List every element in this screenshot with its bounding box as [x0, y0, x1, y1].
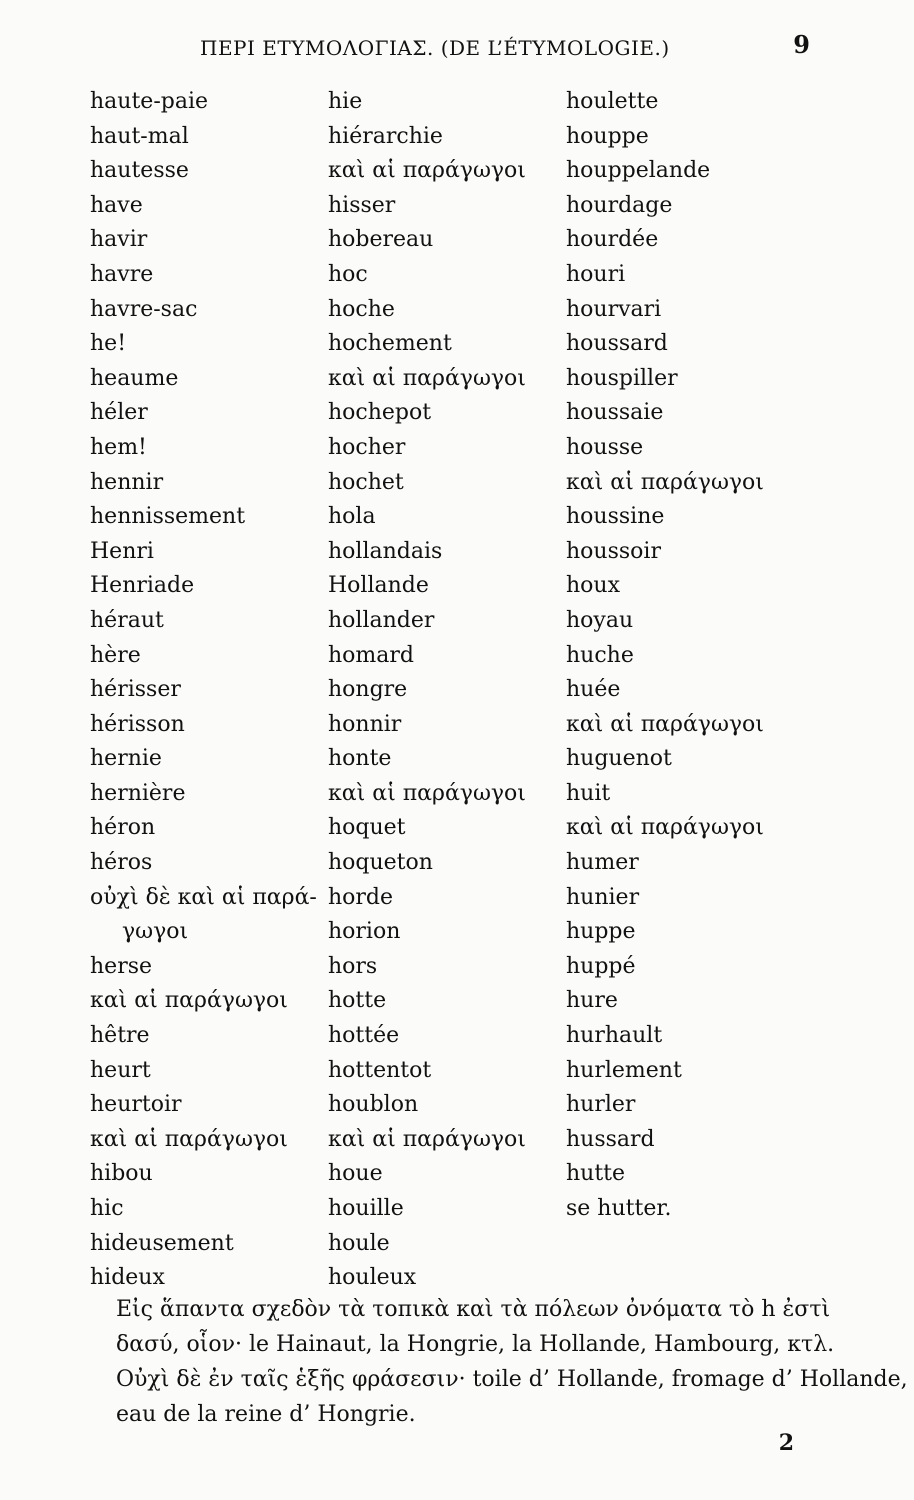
word-entry: houppelande	[566, 158, 711, 184]
word-entry: hennir	[90, 469, 164, 495]
word-entry: héler	[90, 400, 148, 426]
word-entry: houille	[328, 1196, 404, 1221]
word-entry: καὶ αἱ παράγωγοι	[328, 365, 526, 391]
word-entry: houspiller	[566, 365, 678, 391]
word-entry: hollander	[328, 607, 435, 633]
word-entry: hurler	[566, 1092, 636, 1118]
word-columns	[0, 85, 914, 1295]
footnote-line-4: eau de la reine d’ Hongrie.	[116, 1402, 416, 1427]
word-entry: hochet	[328, 469, 404, 495]
word-entry: huguenot	[566, 746, 672, 772]
word-column-2	[328, 85, 526, 1296]
word-entry: hoquet	[328, 815, 406, 841]
word-column-1	[90, 85, 317, 1296]
word-entry: houle	[328, 1230, 390, 1256]
word-entry: hoche	[328, 296, 395, 322]
word-entry: hennissement	[90, 504, 246, 530]
word-entry: herse	[90, 953, 153, 979]
word-entry: héron	[90, 815, 156, 841]
word-entry: havre	[90, 261, 154, 287]
word-entry: houleux	[328, 1265, 417, 1291]
word-entry: hourdée	[566, 227, 659, 253]
word-entry: hollandais	[328, 538, 443, 564]
word-entry: héraut	[90, 607, 164, 633]
word-entry: hêtre	[90, 1023, 150, 1049]
footnote-line-1: Εἰς ἅπαντα σχεδὸν τὰ τοπικὰ καὶ τὰ πόλεων ὀνόματα τὸ h ἐστὶ	[116, 1297, 831, 1322]
page-number: 9	[793, 30, 810, 59]
word-entry: hottentot	[328, 1057, 432, 1083]
word-entry: hisser	[328, 192, 396, 218]
word-entry: hic	[90, 1196, 124, 1221]
word-entry: hem!	[90, 434, 147, 460]
word-entry: héros	[90, 850, 153, 876]
word-entry: Henri	[90, 538, 154, 564]
footnote	[116, 1292, 908, 1432]
word-entry: hotte	[328, 988, 387, 1014]
word-entry: hongre	[328, 677, 408, 703]
signature-mark: 2	[778, 1430, 794, 1456]
word-entry: houe	[328, 1161, 383, 1187]
word-entry: houri	[566, 261, 626, 287]
word-entry: hutte	[566, 1161, 626, 1187]
word-entry: hoyau	[566, 607, 634, 633]
word-entry: hie	[328, 89, 363, 114]
word-entry: se hutter.	[566, 1196, 672, 1221]
word-entry: have	[90, 192, 143, 218]
word-entry: καὶ αἱ παράγωγοι	[566, 815, 764, 841]
word-entry: haut-mal	[90, 123, 189, 149]
word-entry: houblon	[328, 1092, 419, 1118]
word-entry: honnir	[328, 711, 402, 737]
word-entry: hideux	[90, 1265, 165, 1291]
word-entry: houssoir	[566, 538, 661, 564]
word-entry: houppe	[566, 123, 649, 149]
word-entry: hérisser	[90, 677, 181, 703]
word-entry: Hollande	[328, 573, 429, 599]
word-entry: honte	[328, 746, 392, 772]
word-entry: hobereau	[328, 227, 434, 253]
word-entry: havir	[90, 227, 148, 253]
word-entry: καὶ αἱ παράγωγοι	[90, 988, 288, 1014]
word-entry: heurt	[90, 1057, 151, 1083]
word-entry: housse	[566, 434, 644, 460]
footnote-line-2: δασύ, οἷον· le Hainaut, la Hongrie, la Hollande, Hambourg, κτλ.	[116, 1332, 835, 1357]
word-entry: οὐχὶ δὲ καὶ αἱ παρά-	[90, 884, 317, 910]
word-entry: houx	[566, 573, 620, 599]
word-entry: καὶ αἱ παράγωγοι	[328, 780, 526, 806]
word-entry: hure	[566, 988, 618, 1014]
word-entry: καὶ αἱ παράγωγοι	[90, 1126, 288, 1152]
word-entry: hourdage	[566, 192, 673, 218]
word-entry: καὶ αἱ παράγωγοι	[566, 469, 764, 495]
word-entry: γωγοι	[122, 919, 189, 945]
word-entry: καὶ αἱ παράγωγοι	[328, 1126, 526, 1152]
word-entry: huppe	[566, 919, 636, 945]
word-entry: hideusement	[90, 1230, 234, 1256]
word-entry: hautesse	[90, 158, 189, 184]
word-entry: hoqueton	[328, 850, 433, 876]
word-entry: houssaie	[566, 400, 664, 426]
word-entry: hochepot	[328, 400, 432, 426]
word-entry: hochement	[328, 331, 452, 357]
word-entry: houlette	[566, 89, 659, 114]
word-entry: hurhault	[566, 1023, 663, 1049]
word-entry: hérisson	[90, 711, 185, 737]
word-entry: hunier	[566, 884, 640, 910]
word-entry: humer	[566, 850, 639, 876]
running-head: ΠΕΡΙ ΕΤΥΜΟΛΟΓΙΑΣ. (DE L’ÉTYMOLOGIE.)	[200, 36, 670, 60]
word-entry: houssine	[566, 504, 665, 530]
word-entry: huée	[566, 677, 621, 703]
word-column-3	[566, 85, 764, 1227]
word-entry: he!	[90, 331, 127, 357]
word-entry: heaume	[90, 365, 179, 391]
word-entry: huppé	[566, 953, 636, 979]
word-entry: hocher	[328, 434, 406, 460]
word-entry: huit	[566, 780, 611, 806]
word-entry: hère	[90, 642, 141, 668]
word-entry: καὶ αἱ παράγωγοι	[328, 158, 526, 184]
word-entry: havre-sac	[90, 296, 198, 322]
word-entry: hoc	[328, 261, 368, 287]
word-entry: horde	[328, 884, 394, 910]
word-entry: homard	[328, 642, 414, 668]
word-entry: hernie	[90, 746, 162, 772]
footnote-line-3: Οὐχὶ δὲ ἐν ταῖς ἑξῆς φράσεσιν· toile d’ Hollande, fromage d’ Hollande,	[116, 1367, 908, 1392]
word-entry: houssard	[566, 331, 668, 357]
word-entry: huche	[566, 642, 634, 668]
word-entry: Henriade	[90, 573, 195, 599]
word-entry: hottée	[328, 1023, 400, 1049]
word-entry: hors	[328, 953, 378, 979]
word-entry: hurlement	[566, 1057, 682, 1083]
word-entry: haute-paie	[90, 89, 209, 114]
word-entry: hiérarchie	[328, 123, 443, 149]
word-entry: hernière	[90, 780, 186, 806]
word-entry: καὶ αἱ παράγωγοι	[566, 711, 764, 737]
word-entry: hourvari	[566, 296, 662, 322]
word-entry: hibou	[90, 1161, 153, 1187]
word-entry: hussard	[566, 1126, 655, 1152]
word-entry: heurtoir	[90, 1092, 182, 1118]
word-entry: hola	[328, 504, 376, 530]
word-entry: horion	[328, 919, 401, 945]
